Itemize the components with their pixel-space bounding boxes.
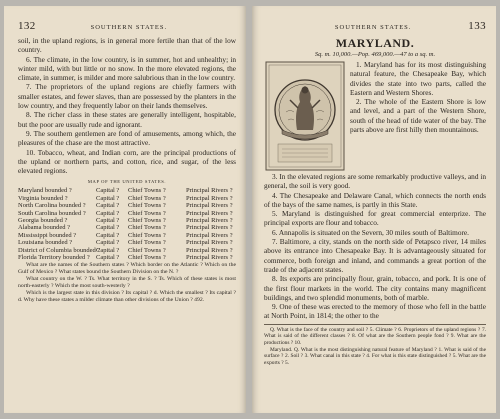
map-question-row [18,187,236,194]
seal-float-block [264,60,486,172]
state-title: MARYLAND. [335,36,415,50]
state-statistics: Sq. m. 10,000.—Pop. 469,000.—47 to a sq. m. [314,51,436,58]
map-question-cell: Capital ? [96,224,120,232]
left-running-head: SOUTHERN STATES. [90,24,168,31]
left-page [4,6,246,413]
right-header [264,20,486,36]
right-paragraph-5: 8. Its exports are principally flour, grain, tobacco, and pork. It is one of the first flour markets in the world. The city contains many magnificent buildings, and two splendid monuments, both of marble. [264,274,486,302]
right-footnote-1: Maryland. Q. What is the most distinguishing natural feature of Maryland ? 1. What is said of the surface ? 2. Soil ? 3. What canal in this state ? 4. For what is this state distinguished ? 5. What are the exports ? 5. [264,346,486,366]
map-question-cell: Capital ? [96,239,120,247]
left-paragraph-4: 9. The southern gentlemen are fond of amusements, among which, the pleasures of the chase are the most attractive. [18,128,236,148]
map-question-cell: Chief Towns ? [128,194,166,202]
map-question-row [18,195,236,202]
map-question-row [18,254,236,261]
right-paragraph-3: 6. Annapolis is situated on the Severn, 30 miles south of Baltimore. [272,227,469,237]
map-question-cell: Capital ? [96,209,120,217]
map-question-cell: Capital ? [96,187,120,195]
map-question-row [18,232,236,239]
right-page-number: 133 [468,20,486,32]
map-question-cell: Capital ? [96,217,120,225]
left-paragraph-3: 8. The richer class in these states are generally intelligent, hospitable, but the poor are usually rude and ignorant. [18,110,236,129]
map-question-row [18,210,236,217]
map-question-cell: Chief Towns ? [128,254,166,262]
footnote-divider [264,324,486,325]
left-question-2: Which is the largest state in this division ? Its capital ? d. Which the smallest ? Its capital ? d. Why have these states a milder climate than other divisions of the Union ? 492. [18,289,236,303]
right-float-paragraph-0: 1. Maryland has for its most distinguishing natural feature, the Chesapeake Bay, which divides the state into two parts, called the Eastern and Western Shores. [350,60,486,97]
map-question-cell: Chief Towns ? [128,187,166,195]
map-question-cell: Chief Towns ? [128,202,166,210]
map-question-cell: Louisiana bounded ? [18,239,73,247]
map-question-cell: Florida Territory bounded ? [18,254,90,262]
left-question-1: What country on the W. ? Ts. What territory in the S. ? Ts. Which of these states is most north-easterly ? Which the most south-westerly ? [18,275,236,289]
left-paragraph-1: 6. The climate, in the low country, is in summer, hot and unhealthy; in winter mild, with but little or no snow. In the more elevated regions, the climate, in summer, is milder and more salubrious than in the low country. [18,54,236,83]
right-paragraph-2: 5. Maryland is distinguished for great commercial enterprize. The principal exports are flour and tobacco. [264,209,486,228]
left-page-number: 132 [18,20,36,32]
map-question-cell: Principal Rivers ? [186,194,233,202]
right-paragraph-4: 7. Baltimore, a city, stands on the north side of Petapsco river, 14 miles above its entrance into Chesapeake Bay. It is advantageously situated for commerce, both foreign and inland, and commands a great portion of the trade of the adjacent states. [264,237,486,274]
map-question-cell: Principal Rivers ? [186,187,233,195]
right-paragraph-1: 4. The Chesapeake and Delaware Canal, which connects the north ends of the bays of the same names, is partly in this State. [264,190,486,209]
left-header [18,20,236,36]
map-question-cell: Principal Rivers ? [186,209,233,217]
left-question-0: What are the names of the Southern states ? Which border on the Atlantic ? Which on the Gulf of Mexico ? What states bound the Southern Division on the N. ? [18,261,236,275]
map-question-cell: Chief Towns ? [128,217,166,225]
right-page [252,6,496,413]
map-question-row [18,224,236,231]
map-question-cell: Chief Towns ? [128,224,166,232]
map-question-row [18,217,236,224]
map-question-cell: Capital ? [96,231,120,239]
map-question-row [18,202,236,209]
map-question-row [18,239,236,246]
map-question-cell: Capital ? [96,246,120,254]
right-running-head: SOUTHERN STATES. [334,24,412,31]
float-text-column [350,60,486,172]
map-question-cell: Principal Rivers ? [186,224,233,232]
map-question-cell: Chief Towns ? [128,239,166,247]
map-question-cell: Chief Towns ? [128,231,166,239]
map-question-cell: Principal Rivers ? [186,239,233,247]
map-question-cell: Principal Rivers ? [186,202,233,210]
map-question-cell: Capital ? [96,254,120,262]
map-question-cell: Georgia bounded ? [18,217,68,225]
left-paragraph-5: 10. Tobacco, wheat, and Indian corn, are the principal productions of the upland or northern parts, and cotton, rice, and sugar, of the less elevated regions. [18,147,236,176]
map-questions-table [18,187,236,261]
map-question-cell: District of Columbia bounded ? [18,246,101,254]
left-paragraph-0: soil, in the upland regions, is in general more fertile than that of the low country. [18,36,236,55]
map-question-cell: Chief Towns ? [128,209,166,217]
map-question-row [18,247,236,254]
map-question-cell: South Carolina bounded ? [18,209,86,217]
map-question-cell: Alabama bounded ? [18,224,70,232]
map-questions-title: MAP OF THE UNITED STATES. [87,179,167,185]
map-question-cell: Principal Rivers ? [186,246,233,254]
map-question-cell: North Carolina bounded ? [18,202,86,210]
left-paragraph-2: 7. The proprietors of the upland regions are chiefly farmers with smaller estates, and fewer slaves, than are possessed by the planters in the low country, and they frequently labor on their lands themselves. [18,82,236,111]
map-question-cell: Chief Towns ? [128,246,166,254]
map-question-cell: Mississippi bounded ? [18,231,77,239]
map-question-cell: Maryland bounded ? [18,187,72,195]
right-paragraph-0: 3. In the elevated regions are some remarkably productive valleys, and in general, the soil is very good. [264,172,486,191]
right-paragraph-6: 9. One of these was erected to the memory of those who fell in the battle at North Point, in 1814; the other to the [264,302,486,321]
map-question-cell: Capital ? [96,194,120,202]
map-question-cell: Principal Rivers ? [186,231,233,239]
maryland-seal-engraving-icon [264,60,346,172]
right-footnote-0: Q. What is the face of the country and soil ? 5. Climate ? 6. Proprietors of the upland regions ? 7. What is said of the different classes ? 8. Of what are the Southern people fond ? 9. What are the productions ? 10. [264,326,486,346]
map-question-cell: Principal Rivers ? [186,217,233,225]
right-float-paragraph-1: 2. The whole of the Eastern Shore is low and level, and a part of the Western Shore, south of the head of tide water of the bay. The parts above are first hilly then mountainous. [350,97,486,135]
map-question-cell: Capital ? [96,202,120,210]
map-question-cell: Principal Rivers ? [186,254,233,262]
map-question-cell: Virginia bounded ? [18,194,68,202]
